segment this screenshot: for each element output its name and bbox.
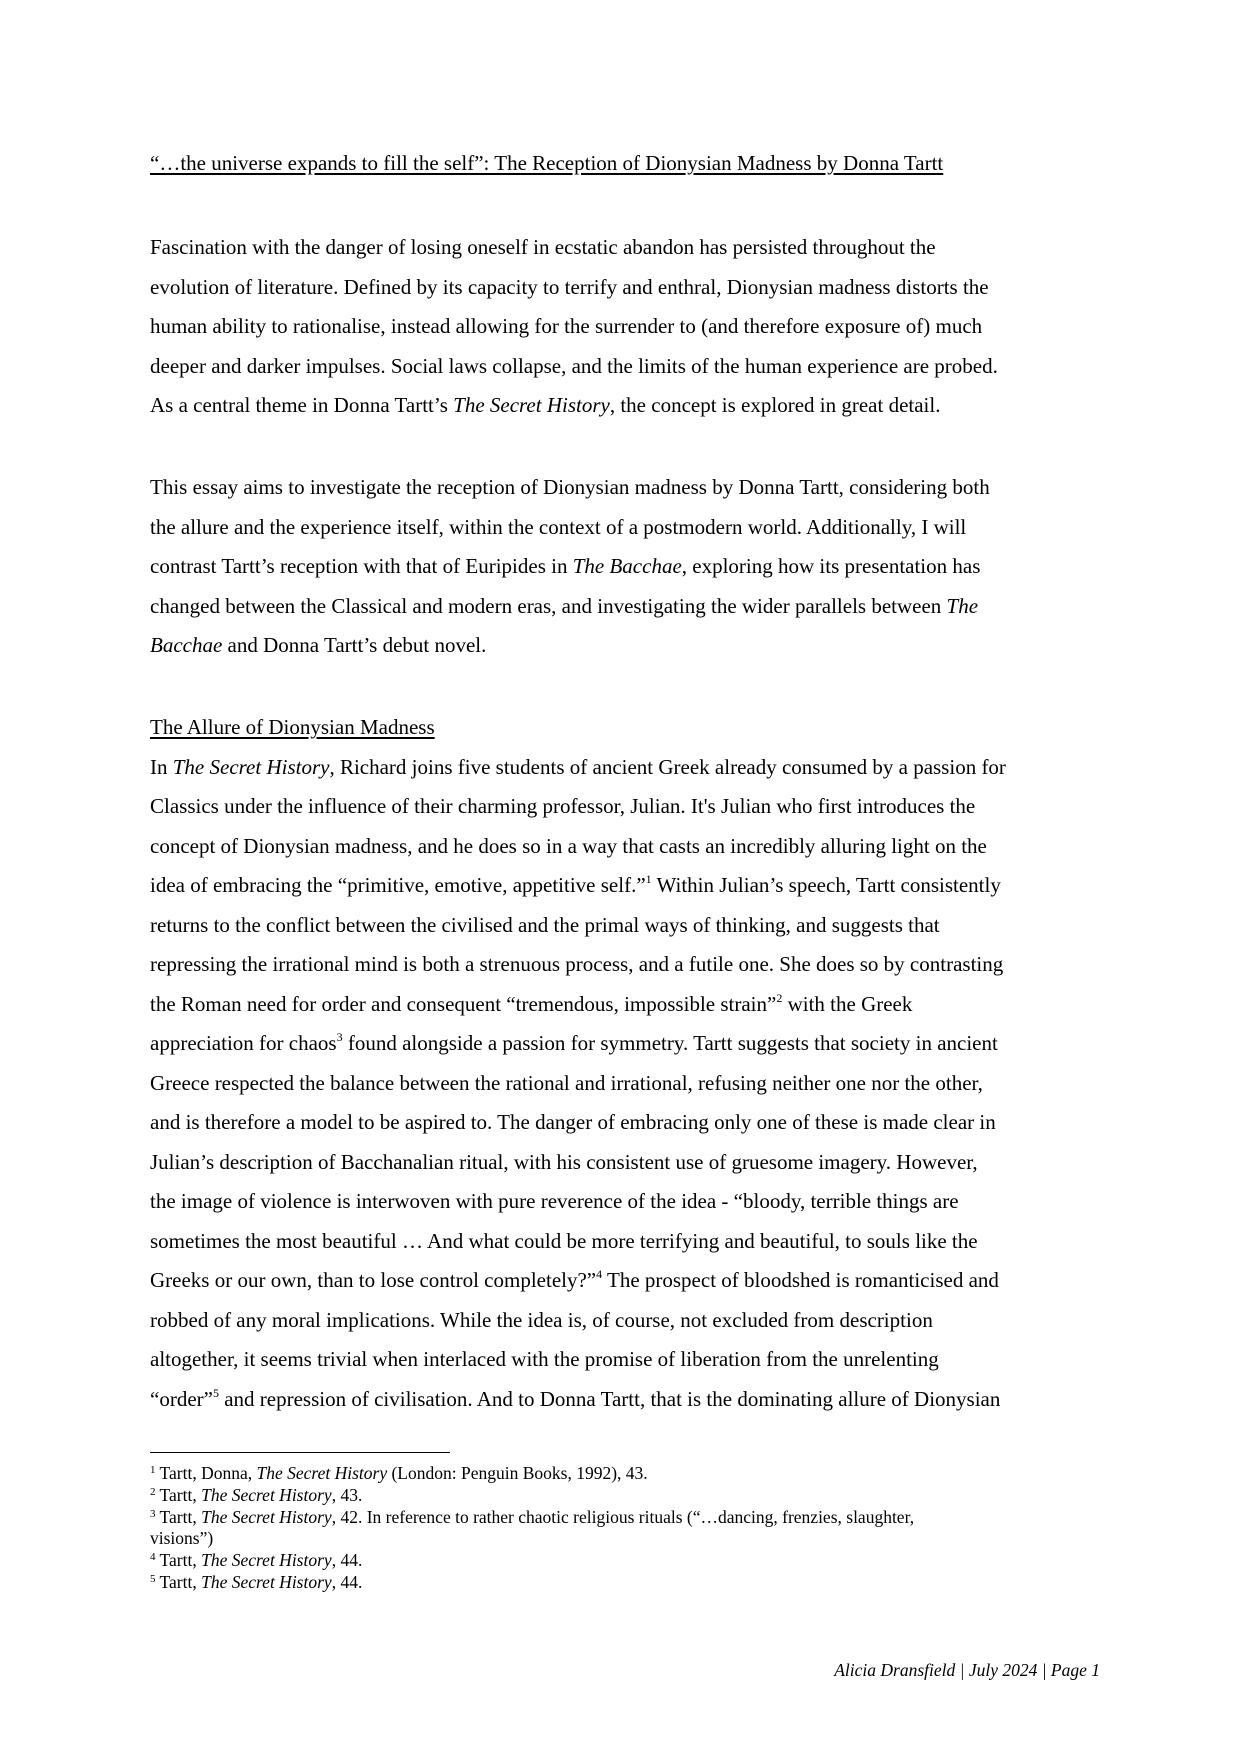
footnote-ref[interactable]: 3 <box>336 1030 343 1044</box>
text-line: concept of Dionysian madness, and he does so in a way that casts an incredibly alluring light on the <box>150 833 987 858</box>
footnotes <box>150 1463 1110 1594</box>
footnote-ref[interactable]: 5 <box>212 1385 219 1400</box>
text-line: Classics under the influence of their charming professor, Julian. It's Julian who first introduces the <box>150 794 976 818</box>
book-title: The Bacchae <box>572 554 682 578</box>
section-heading: The Allure of Dionysian Madness <box>150 715 435 739</box>
text-line: Bacchae and Donna Tartt’s debut novel. <box>150 633 487 657</box>
text-line: human ability to rationalise, instead allowing for the surrender to (and therefore exposure of) much <box>150 314 983 338</box>
paragraph-introduction <box>150 232 1105 430</box>
essay-title: “…the universe expands to fill the self”: The Reception of Dionysian Madness by Donna Tartt <box>150 151 944 175</box>
text-line: deeper and darker impulses. Social laws collapse, and the limits of the human experience are probed. <box>150 353 998 378</box>
text-line: appreciation for chaos$^3$ found alongside a passion for symmetry. Tartt suggests that society in ancient <box>150 1030 998 1055</box>
footnote-2: $^2$ Tartt, The Secret History, 43. <box>150 1484 363 1505</box>
text-line: In The Secret History, Richard joins five students of ancient Greek already consumed by a passion for <box>150 754 1006 779</box>
footnote-4: $^4$ Tartt, The Secret History, 44. <box>150 1550 363 1571</box>
text-line: evolution of literature. Defined by its capacity to terrify and enthral, Dionysian madness distorts the <box>150 274 989 299</box>
text-line: altogether, it seems trivial when interlaced with the promise of liberation from the unrelenting <box>150 1347 939 1371</box>
text-line: contrast Tartt’s reception with that of Euripides in The Bacchae, exploring how its presentation has <box>150 554 981 578</box>
text-line: changed between the Classical and modern eras, and investigating the wider parallels between The <box>150 593 979 618</box>
text-line: and is therefore a model to be aspired to. The danger of embracing only one of these is made clear in <box>150 1110 996 1134</box>
footnote-3: $^3$ Tartt, The Secret History, 42. In reference to rather chaotic religious rituals (“…dancing, frenzies, slaughter, <box>150 1506 915 1527</box>
text-line: This essay aims to investigate the reception of Dionysian madness by Donna Tartt, considering both <box>150 475 990 499</box>
footnote-ref[interactable]: 1 <box>645 872 652 886</box>
book-title: The Secret History <box>453 393 610 417</box>
text-line: Fascination with the danger of losing oneself in ecstatic abandon has persisted throughout the <box>150 235 936 259</box>
text-line: repressing the irrational mind is both a strenuous process, and a futile one. She does so by contrasting <box>150 952 1004 976</box>
book-title: The Secret History <box>172 754 330 779</box>
text-line: returns to the conflict between the civilised and the primal ways of thinking, and suggests that <box>150 912 940 937</box>
text-line: the image of violence is interwoven with pure reverence of the idea - “bloody, terrible things are <box>150 1189 959 1213</box>
footnote-ref[interactable]: 2 <box>776 990 783 1005</box>
footnote-1: $^1$ Tartt, Donna, The Secret History (London: Penguin Books, 1992), 43. <box>150 1463 648 1483</box>
page-footer: Alicia Dransfield | July 2024 | Page 1 <box>834 1660 1100 1680</box>
book-title: The <box>946 593 979 618</box>
text-line: sometimes the most beautiful … And what could be more terrifying and beautiful, to souls like the <box>150 1228 978 1253</box>
footnote-ref[interactable]: 4 <box>596 1267 603 1281</box>
paragraph-aims <box>150 472 1105 670</box>
footnote-separator <box>150 1452 450 1453</box>
text-line: robbed of any moral implications. While the idea is, of course, not excluded from description <box>150 1307 933 1332</box>
footnote-5: $^5$ Tartt, The Secret History, 44. <box>150 1571 363 1592</box>
text-line: Greece respected the balance between the rational and irrational, refusing neither one nor the other, <box>150 1070 983 1095</box>
text-line: idea of embracing the “primitive, emotive, appetitive self.”$^1$ Within Julian’s speech, Tartt consistently <box>150 872 1001 897</box>
text-line: As a central theme in Donna Tartt’s The Secret History, the concept is explored in great detail. <box>150 393 941 417</box>
text-line: “order”$^5$ and repression of civilisation. And to Donna Tartt, that is the dominating allure of Dionysian <box>150 1385 1001 1411</box>
book-title: Bacchae <box>150 633 223 657</box>
text-line: Julian’s description of Bacchanalian ritual, with his consistent use of gruesome imagery. However, <box>150 1149 978 1174</box>
text-line: Greeks or our own, than to lose control completely?”$^4$ The prospect of bloodshed is romanticised and <box>150 1267 999 1292</box>
text-line: the allure and the experience itself, within the context of a postmodern world. Additionally, I will <box>150 514 967 539</box>
footnote-3-continued: visions”) <box>150 1528 214 1549</box>
paragraph-allure <box>150 712 1105 1423</box>
text-line: the Roman need for order and consequent “tremendous, impossible strain”$^2$ with the Greek <box>150 990 913 1016</box>
